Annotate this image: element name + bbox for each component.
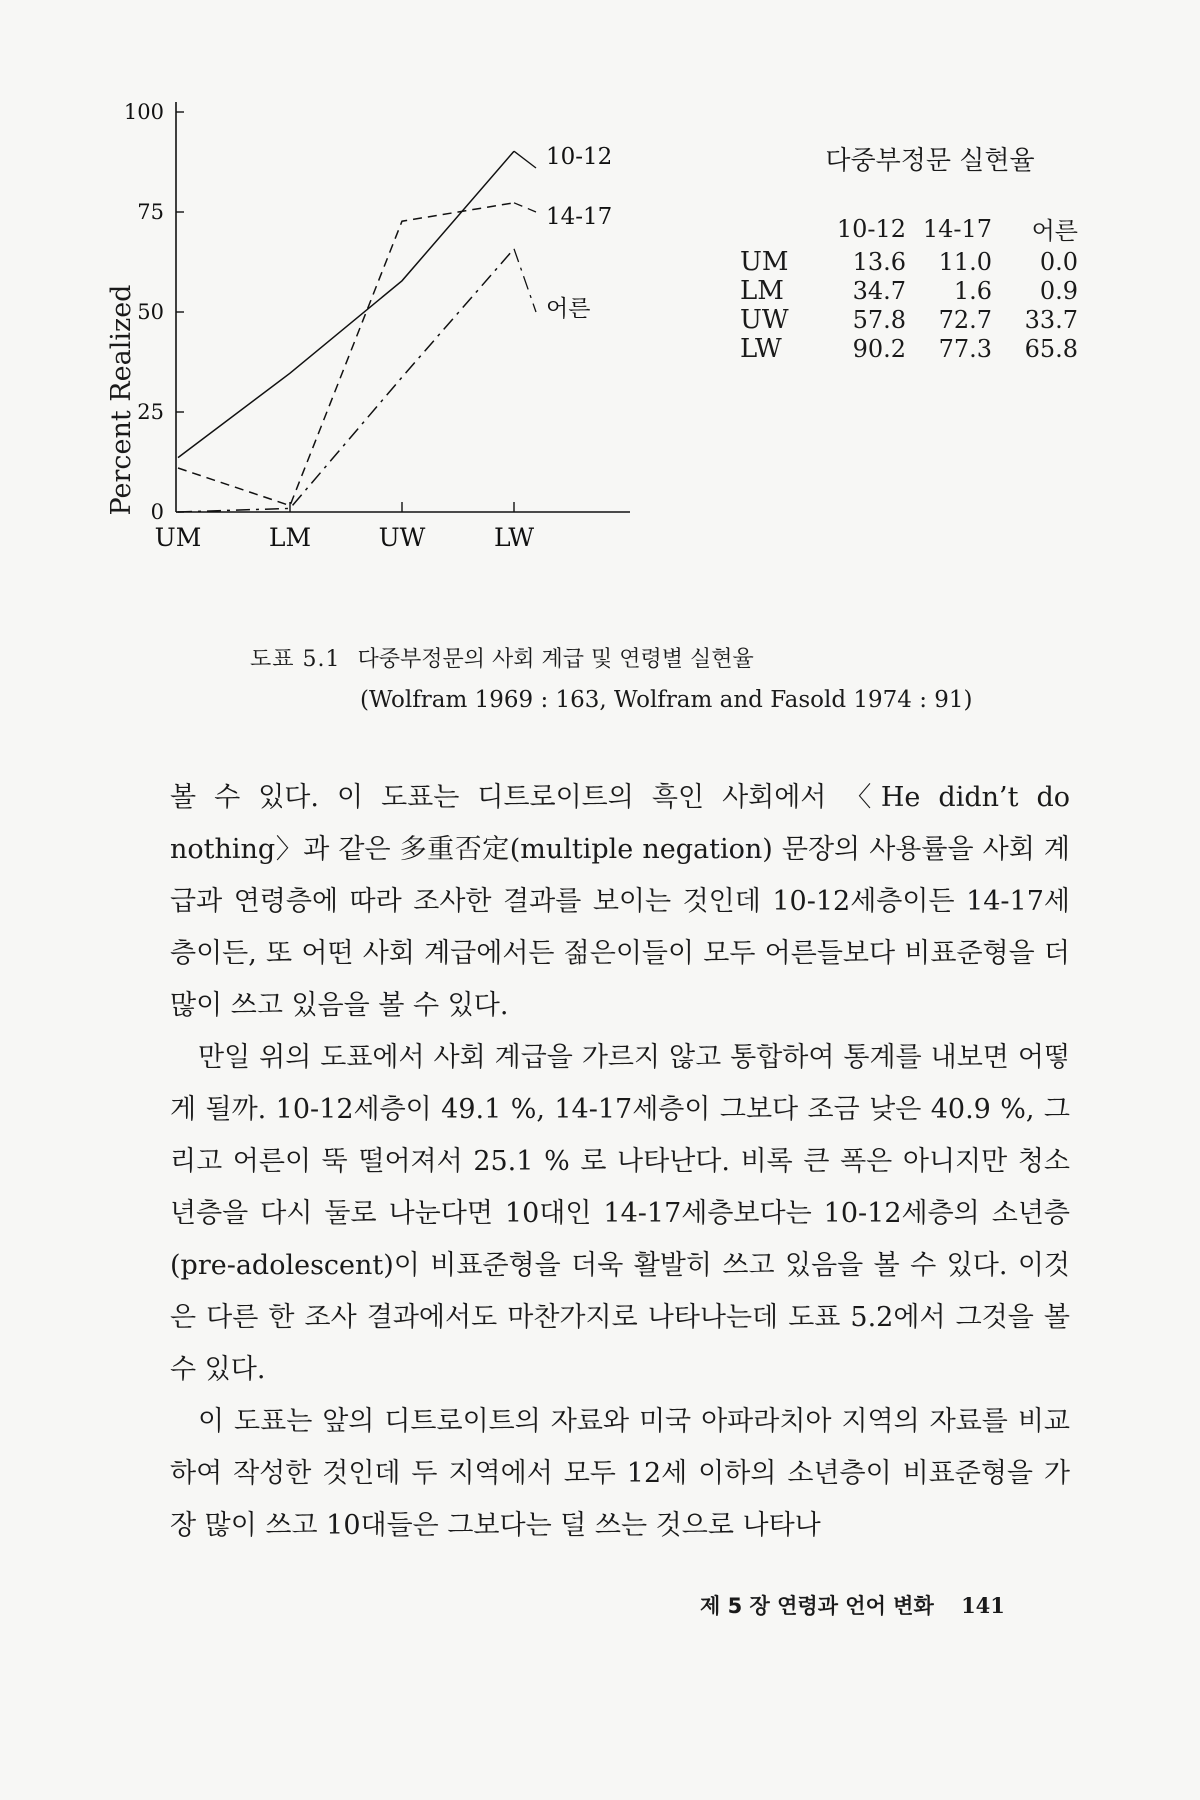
chapter-title: 제 5 장 연령과 언어 변화 xyxy=(700,1594,934,1618)
row-label: UW xyxy=(740,305,789,335)
header-col-2: 14-17 xyxy=(922,214,992,243)
row-label: LW xyxy=(740,334,782,364)
header-corner xyxy=(740,211,820,248)
page-footer xyxy=(700,1590,1005,1620)
series-line-1 xyxy=(178,151,514,457)
y-axis-label: Percent Realized xyxy=(106,284,137,516)
page-number: 141 xyxy=(961,1593,1005,1618)
header-col-3: 어른 xyxy=(1031,217,1078,245)
cell: 1.6 xyxy=(953,277,992,305)
rates-table xyxy=(740,211,1078,364)
figure-chart xyxy=(100,100,720,640)
header-col-1: 10-12 xyxy=(836,214,906,243)
table-row xyxy=(740,306,1078,335)
cell: 0.9 xyxy=(1039,277,1078,305)
rates-table-block xyxy=(740,140,1080,364)
rates-table-title: 다중부정문 실현율 xyxy=(825,146,1035,176)
cell: 77.3 xyxy=(938,335,992,363)
cell: 57.8 xyxy=(852,306,906,334)
y-tick-label: 50 xyxy=(137,300,164,324)
cell: 11.0 xyxy=(938,248,992,276)
cell: 33.7 xyxy=(1024,306,1078,334)
series-leader-2 xyxy=(514,203,536,212)
series-label-3: 어른 xyxy=(546,296,591,322)
figure-title: 다중부정문의 사회 계급 및 연령별 실현율 xyxy=(357,647,754,672)
table-row xyxy=(740,277,1078,306)
row-label: LM xyxy=(740,276,784,306)
table-row xyxy=(740,335,1078,364)
row-label: UM xyxy=(740,247,789,277)
cell: 65.8 xyxy=(1024,335,1078,363)
series-leader-3 xyxy=(514,249,536,312)
paragraph: 이 도표는 앞의 디트로이트의 자료와 미국 아파라치아 지역의 자료를 비교하여 작성한 것인데 두 지역에서 모두 12세 이하의 소년층이 비표준형을 가장 많이 쓰고 10대들은 그보다는 덜 쓰는 것으로 나타나 xyxy=(170,1406,1070,1541)
series-line-3 xyxy=(178,249,514,512)
body-text xyxy=(170,772,1070,1552)
y-tick-label: 0 xyxy=(150,500,164,524)
series-line-2 xyxy=(178,203,514,506)
series-leader-1 xyxy=(514,151,536,168)
x-tick-label: UW xyxy=(378,523,426,552)
rates-table-header-row xyxy=(740,211,1078,248)
line-chart xyxy=(100,100,720,640)
y-tick-label: 25 xyxy=(137,400,164,424)
y-tick-label: 75 xyxy=(137,200,164,224)
figure-caption xyxy=(250,640,1010,720)
figure-citation: (Wolfram 1969 : 163, Wolfram and Fasold 1974 : 91) xyxy=(360,687,973,713)
cell: 72.7 xyxy=(938,306,992,334)
series-label-2: 14-17 xyxy=(546,204,613,230)
cell: 0.0 xyxy=(1039,248,1078,276)
cell: 34.7 xyxy=(852,277,906,305)
figure-number: 도표 5.1 xyxy=(250,647,341,672)
cell: 13.6 xyxy=(852,248,906,276)
y-tick-label: 100 xyxy=(123,100,164,124)
paragraph: 만일 위의 도표에서 사회 계급을 가르지 않고 통합하여 통계를 내보면 어떻게 될까. 10-12세층이 49.1 %, 14-17세층이 그보다 조금 낮은 40.9 %, 그리고 어른이 뚝 떨어져서 25.1 % 로 나타난다. 비록 큰 폭은 아니지만 청소년층을 다시 둘로 나눈다면 10대인 14-17세층보다는 10-12세층의 소년층(pre-adolescent)이 비표준형을 더욱 활발히 쓰고 있음을 볼 수 있다. 이것은 다른 한 조사 결과에서도 마찬가지로 나타나는데 도표 5.2에서 그것을 볼 수 있다. xyxy=(170,1042,1070,1385)
x-tick-label: LM xyxy=(268,523,312,552)
series-label-1: 10-12 xyxy=(546,144,613,170)
x-tick-label: LW xyxy=(493,523,535,552)
paragraph: 볼 수 있다. 이 도표는 디트로이트의 흑인 사회에서 〈He didn’t do nothing〉과 같은 多重否定(multiple negation) 문장의 사용률을 사회 계급과 연령층에 따라 조사한 결과를 보이는 것인데 10-12세층이든 14-17세층이든, 또 어떤 사회 계급에서든 젊은이들이 모두 어른들보다 비표준형을 더 많이 쓰고 있음을 볼 수 있다. xyxy=(170,782,1070,1021)
x-tick-label: UM xyxy=(154,523,202,552)
cell: 90.2 xyxy=(852,335,906,363)
table-row xyxy=(740,248,1078,277)
